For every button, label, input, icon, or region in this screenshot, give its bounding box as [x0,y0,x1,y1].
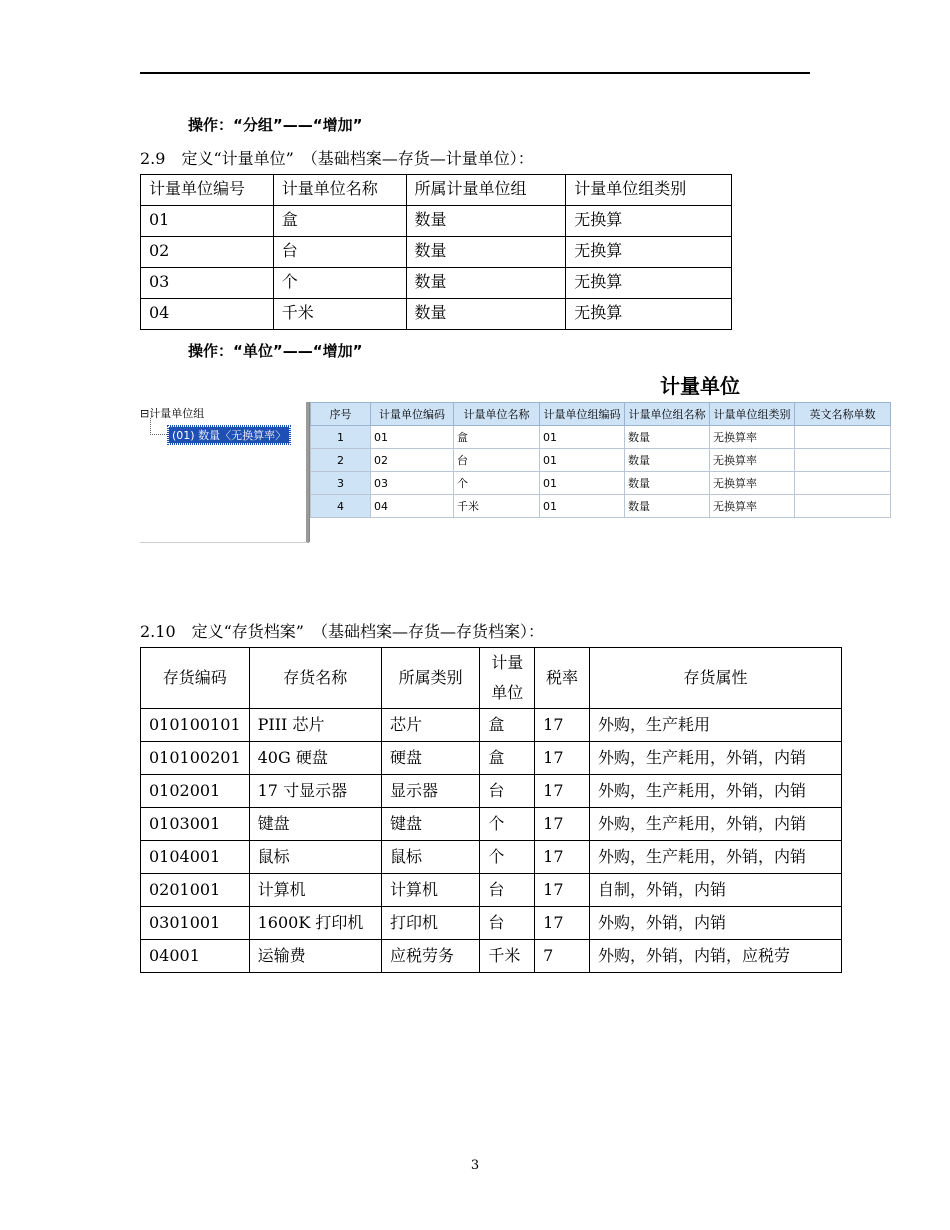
page-number: 3 [470,1158,480,1173]
grid-cell: 01 [540,495,625,518]
screenshot-title: 计量单位 [660,374,740,398]
section-heading-2-9: 2.9 定义“计量单位” （基础档案—存货—计量单位）： [140,149,534,168]
table-cell: 盒 [273,206,406,237]
stock-table [140,647,842,973]
grid-cell: 台 [454,449,540,472]
grid-cell [795,495,891,518]
grid-cell: 01 [540,449,625,472]
table-cell: 应税劳务 [382,940,480,973]
table-cell: 硬盘 [382,742,480,775]
table-cell: 鼠标 [382,841,480,874]
table-row [141,841,842,874]
table-cell: 0103001 [141,808,250,841]
grid-cell: 千米 [454,495,540,518]
table-cell: 个 [273,268,406,299]
table-row [141,907,842,940]
table-header-row [141,175,732,206]
grid-cell: 无换算率 [710,426,795,449]
grid-header[interactable]: 计量单位组名称 [625,403,710,426]
table-cell: 17 [535,775,590,808]
header-cell: 存货属性 [589,648,841,709]
table-row [141,874,842,907]
table-cell: 芯片 [382,709,480,742]
table-cell: 010100101 [141,709,250,742]
table-cell: 0301001 [141,907,250,940]
grid-row[interactable] [311,449,891,472]
grid-cell: 2 [311,449,371,472]
grid-header[interactable]: 计量单位组编码 [540,403,625,426]
section-heading-2-10: 2.10 定义“存货档案” （基础档案—存货—存货档案）： [140,622,544,641]
grid-cell: 01 [371,426,454,449]
grid-cell: 数量 [625,495,710,518]
table-cell: 打印机 [382,907,480,940]
grid-cell: 数量 [625,426,710,449]
table-cell: 外购，外销，内销 [589,907,841,940]
grid-cell: 个 [454,472,540,495]
header-cell: 存货名称 [249,648,381,709]
table-cell: 04 [141,299,274,330]
header-rule [140,72,810,74]
unit-table [140,174,732,330]
header-cell: 计量单位 [480,648,535,709]
grid-cell: 01 [540,472,625,495]
table-cell: 7 [535,940,590,973]
unit-grid [309,402,876,542]
table-cell: 17 [535,907,590,940]
table-cell: 17 [535,841,590,874]
grid-cell: 04 [371,495,454,518]
table-cell: 数量 [406,268,566,299]
table-cell: 17 [535,742,590,775]
table-row [141,742,842,775]
grid-header[interactable]: 计量单位组类别 [710,403,795,426]
table-cell: 无换算 [566,237,732,268]
header-cell: 所属类别 [382,648,480,709]
table-cell: 计算机 [382,874,480,907]
table-cell: 外购，生产耗用 [589,709,841,742]
grid-header-row [311,403,891,426]
grid-cell: 无换算率 [710,449,795,472]
grid-cell: 02 [371,449,454,472]
table-cell: 个 [480,841,535,874]
table-cell: PIII 芯片 [249,709,381,742]
table-header-row [141,648,842,709]
table-cell: 40G 硬盘 [249,742,381,775]
table-cell: 17 [535,709,590,742]
tree-node-selected[interactable]: (01) 数量〈无换算率〉 [168,426,290,444]
table-cell: 千米 [273,299,406,330]
table-cell: 0201001 [141,874,250,907]
grid-cell: 3 [311,472,371,495]
grid-cell: 数量 [625,449,710,472]
table-cell: 台 [480,775,535,808]
table-cell: 键盘 [382,808,480,841]
table-cell: 010100201 [141,742,250,775]
grid-cell [795,449,891,472]
grid-cell [795,426,891,449]
operation-note-unit: 操作：“单位”——“增加” [188,342,363,360]
grid-row[interactable] [311,426,891,449]
grid-row[interactable] [311,495,891,518]
table-row [141,775,842,808]
table-row [141,237,732,268]
table-cell: 外购，生产耗用，外销，内销 [589,808,841,841]
header-cell: 所属计量单位组 [406,175,566,206]
table-row [141,940,842,973]
grid-cell: 03 [371,472,454,495]
table-cell: 运输费 [249,940,381,973]
table-cell: 数量 [406,237,566,268]
table-cell: 17 [535,874,590,907]
grid-cell: 数量 [625,472,710,495]
table-cell: 自制，外销，内销 [589,874,841,907]
table-cell: 鼠标 [249,841,381,874]
table-cell: 盒 [480,709,535,742]
grid-cell: 无换算率 [710,472,795,495]
table-cell: 04001 [141,940,250,973]
table-cell: 无换算 [566,206,732,237]
header-cell: 计量单位编号 [141,175,274,206]
table-cell: 外购，生产耗用，外销，内销 [589,742,841,775]
table-cell: 键盘 [249,808,381,841]
tree-connector [150,418,169,435]
grid-row[interactable] [311,472,891,495]
grid-cell: 盒 [454,426,540,449]
table-cell: 01 [141,206,274,237]
table-cell: 台 [480,874,535,907]
table-cell: 无换算 [566,268,732,299]
unit-group-tree [140,402,309,543]
table-row [141,808,842,841]
table-cell: 02 [141,237,274,268]
collapse-icon[interactable]: ⊟ [140,407,150,420]
table-cell: 17 [535,808,590,841]
tree-root-label: 计量单位组 [149,407,205,420]
table-cell: 计算机 [249,874,381,907]
grid-cell: 4 [311,495,371,518]
table-cell: 外购，生产耗用，外销，内销 [589,841,841,874]
table-cell: 1600K 打印机 [249,907,381,940]
table-row [141,299,732,330]
table-cell: 数量 [406,206,566,237]
grid-cell: 1 [311,426,371,449]
grid-cell: 无换算率 [710,495,795,518]
grid-header[interactable]: 计量单位编码 [371,403,454,426]
header-cell: 存货编码 [141,648,250,709]
table-cell: 千米 [480,940,535,973]
table-row [141,268,732,299]
table-cell: 0104001 [141,841,250,874]
table-cell: 台 [480,907,535,940]
grid-header[interactable]: 序号 [311,403,371,426]
header-cell: 税率 [535,648,590,709]
grid-header[interactable]: 英文名称单数 [795,403,891,426]
grid-header[interactable]: 计量单位名称 [454,403,540,426]
table-cell: 个 [480,808,535,841]
table-cell: 0102001 [141,775,250,808]
table-cell: 无换算 [566,299,732,330]
operation-note-group: 操作：“分组”——“增加” [188,116,363,134]
table-cell: 外购，生产耗用，外销，内销 [589,775,841,808]
table-cell: 数量 [406,299,566,330]
table-cell: 03 [141,268,274,299]
header-cell: 计量单位名称 [273,175,406,206]
table-cell: 盒 [480,742,535,775]
table-cell: 显示器 [382,775,480,808]
table-cell: 17 寸显示器 [249,775,381,808]
header-cell: 计量单位组类别 [566,175,732,206]
table-cell: 台 [273,237,406,268]
grid-cell: 01 [540,426,625,449]
grid-cell [795,472,891,495]
table-row [141,709,842,742]
table-row [141,206,732,237]
table-cell: 外购，外销，内销，应税劳 [589,940,841,973]
